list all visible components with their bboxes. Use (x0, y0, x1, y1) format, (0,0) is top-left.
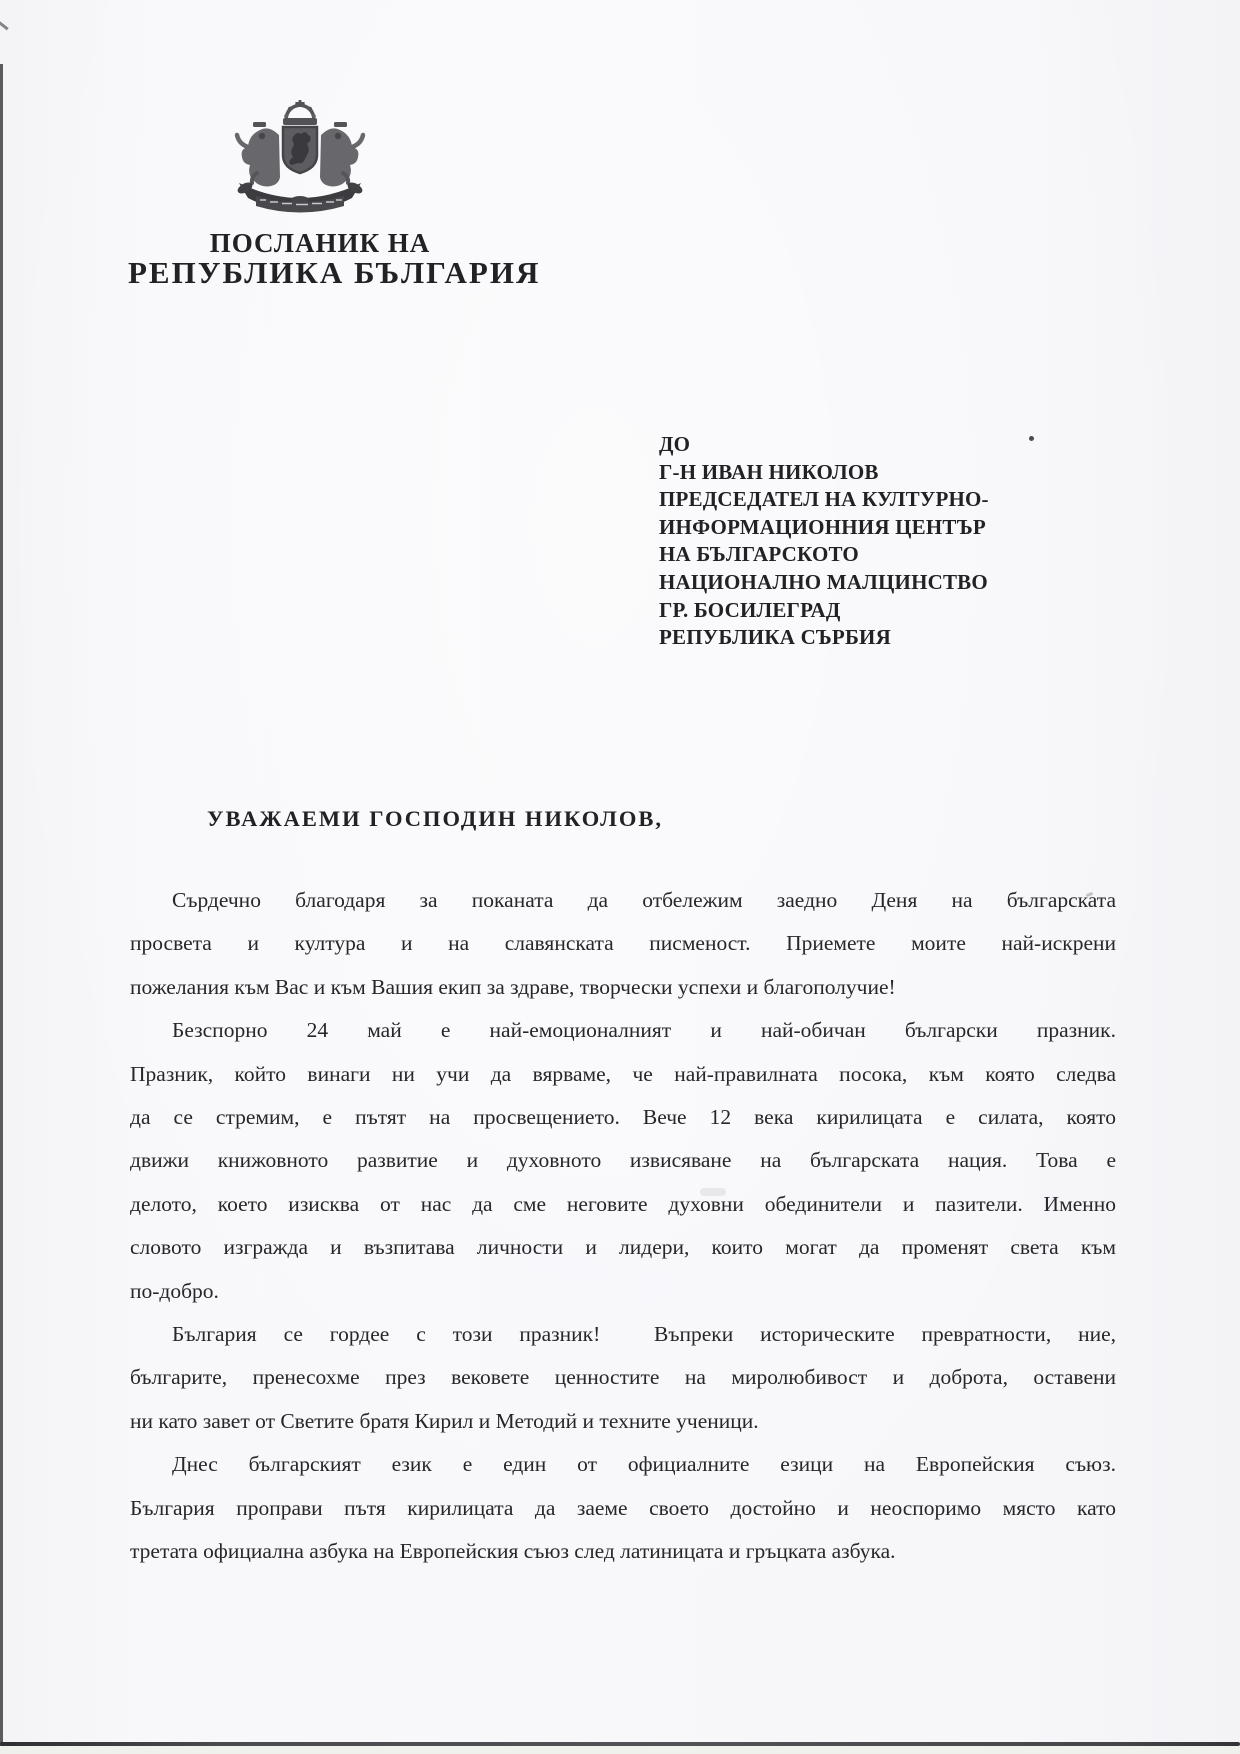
scan-corner-mark (0, 21, 9, 31)
body-line: Празник, който винаги ни учи да вярваме, че най-правилната посока, към която следва (130, 1061, 1116, 1086)
body-paragraph (130, 1443, 1116, 1573)
recipient-line: ДО (659, 432, 691, 456)
body-line: българите, пренесохме през вековете ценностите на миролюбивост и доброта, оставени (130, 1365, 1116, 1390)
recipient-line: НА БЪЛГАРСКОТО (659, 542, 859, 567)
recipient-line: Г-Н ИВАН НИКОЛОВ (659, 459, 879, 484)
body-line: третата официална азбука на Европейския съюз след латиницата и гръцката азбука. (130, 1539, 896, 1564)
body-line: Безспорно 24 май е най-емоционалният и най-обичан български празник. (172, 1018, 1116, 1043)
body-line: Днес българският език е един от официалните езици на Европейския съюз. (172, 1452, 1116, 1477)
body-line: да се стремим, е пътят на просвещението. Вече 12 века кирилицата е силата, която (130, 1105, 1116, 1130)
body-line: движи книжовното развитие и духовното извисяване на българската нация. Това е (130, 1148, 1116, 1173)
body-line: ни като завет от Светите братя Кирил и Методий и техните ученици. (130, 1408, 759, 1433)
body-line: по-добро. (130, 1278, 219, 1303)
body-line: България проправи пътя кирилицата да заеме своето достойно и неоспоримо място като (130, 1495, 1116, 1520)
salutation: УВАЖАЕМИ ГОСПОДИН НИКОЛОВ, (207, 806, 664, 831)
body-line: словото изгражда и възпитава личности и лидери, които могат да променят света към (130, 1235, 1116, 1260)
letterhead-title (128, 228, 541, 290)
body-paragraph (130, 879, 1116, 1009)
recipient-line: ГР. БОСИЛЕГРАД (659, 597, 841, 622)
body-paragraph (130, 1009, 1116, 1313)
body-paragraph (130, 1313, 1116, 1443)
scan-bottom-strip (0, 1746, 1240, 1754)
body-line: Сърдечно благодаря за поканата да отбележим заедно Деня на българската (172, 888, 1116, 912)
recipient-line: ИНФОРМАЦИОННИЯ ЦЕНТЪР (659, 514, 986, 539)
bulgaria-coat-of-arms-icon (223, 98, 377, 222)
letter-body (130, 879, 1116, 1574)
recipient-line: РЕПУБЛИКА СЪРБИЯ (659, 625, 891, 650)
body-line: България се гордее с този празник! Въпреки историческите превратности, ние, (172, 1322, 1116, 1347)
recipient-line: ПРЕДСЕДАТЕЛ НА КУЛТУРНО- (659, 487, 989, 512)
scan-left-edge-line (0, 64, 3, 1746)
body-line: пожелания към Вас и към Вашия екип за здраве, творчески успехи и благополучие! (130, 974, 896, 999)
recipient-block (659, 431, 989, 652)
body-line: просвета и култура и на славянската писменост. Приемете моите най-искрени (130, 931, 1116, 956)
body-line: делото, което изисква от нас да сме неговите духовни обединители и пазители. Именно (130, 1191, 1116, 1216)
scan-speck (1029, 436, 1034, 441)
recipient-line: НАЦИОНАЛНО МАЛЦИНСТВО (659, 569, 988, 594)
letterhead-line2: РЕПУБЛИКА БЪЛГАРИЯ (128, 255, 541, 290)
letterhead-line1: ПОСЛАНИК НА (209, 228, 431, 258)
